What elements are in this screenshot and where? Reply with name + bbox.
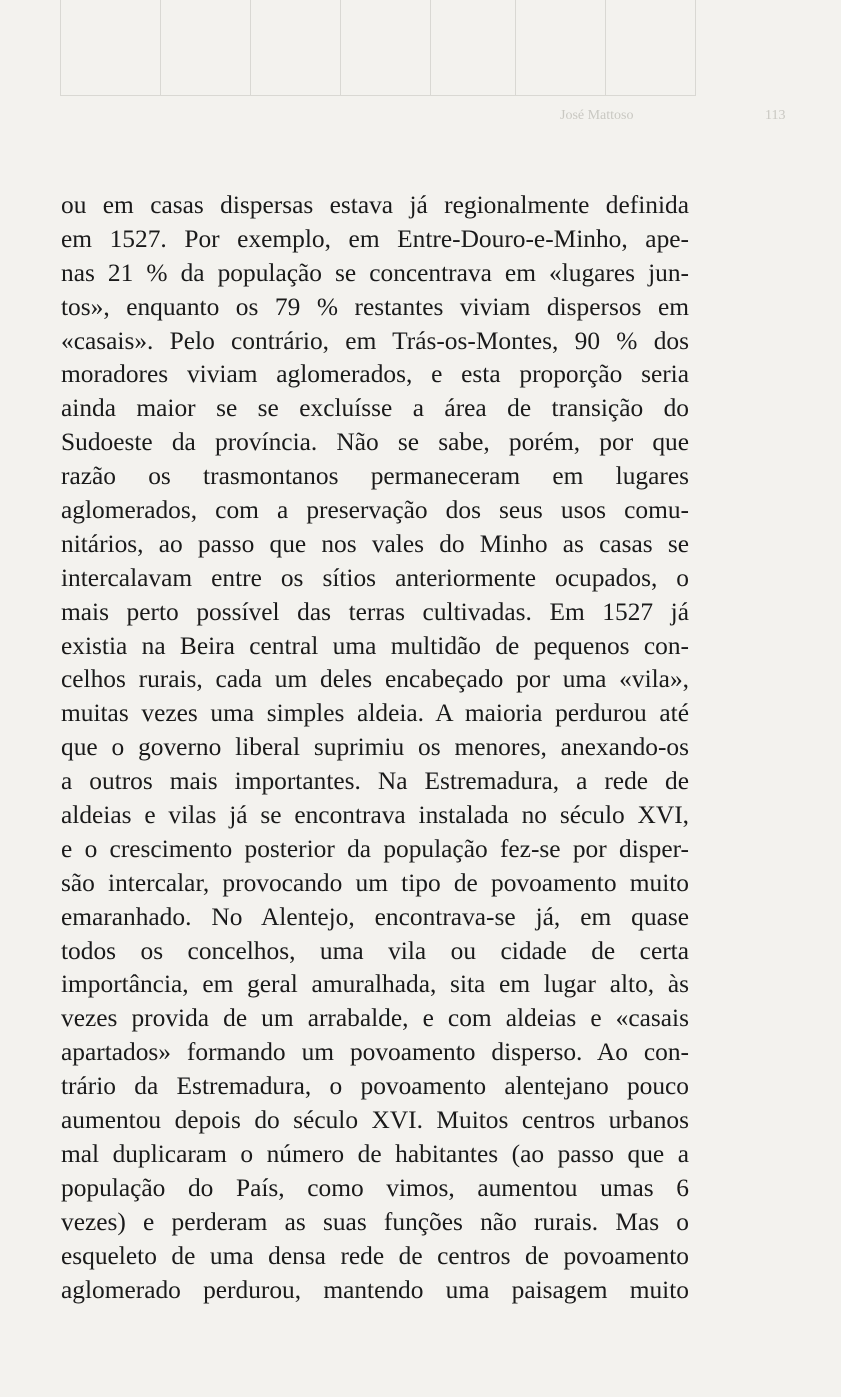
text-line: intercalavam entre os sítios anteriormente ocupados, o <box>61 563 689 592</box>
text-line: todos os concelhos, uma vila ou cidade de certa <box>61 936 689 965</box>
text-line: aldeias e vilas já se encontrava instalada no século XVI, <box>61 801 689 830</box>
text-line: celhos rurais, cada um deles encabeçado por uma «vila», <box>61 665 689 694</box>
text-line: esqueleto de uma densa rede de centros de povoamento <box>61 1241 689 1270</box>
text-line: Sudoeste da província. Não se sabe, porém, por que <box>61 428 689 457</box>
ghost-table-rule <box>430 0 431 95</box>
text-line: aglomerado perdurou, mantendo uma paisagem muito <box>61 1275 689 1304</box>
text-line: vezes) e perderam as suas funções não rurais. Mas o <box>61 1207 689 1236</box>
ghost-table-rule <box>160 0 161 95</box>
text-line: em 1527. Por exemplo, em Entre-Douro-e-Minho, ape- <box>61 224 689 253</box>
ghost-page-number: 113 <box>765 108 786 123</box>
text-line: emaranhado. No Alentejo, encontrava-se já, em quase <box>61 902 689 931</box>
text-line: ou em casas dispersas estava já regionalmente definida <box>61 191 689 219</box>
ghost-table-rule <box>340 0 341 95</box>
body-paragraph <box>61 189 689 1307</box>
bleed-through-area <box>0 0 841 160</box>
ghost-table-rule <box>605 0 606 95</box>
text-line: nitários, ao passo que nos vales do Minho as casas se <box>61 529 689 558</box>
text-line: tos», enquanto os 79 % restantes viviam dispersos em <box>61 292 689 321</box>
ghost-table-rule <box>250 0 251 95</box>
ghost-table-rule <box>515 0 516 95</box>
text-line: importância, em geral amuralhada, sita em lugar alto, às <box>61 970 689 999</box>
text-line: «casais». Pelo contrário, em Trás-os-Montes, 90 % dos <box>61 326 689 355</box>
text-line: que o governo liberal suprimiu os menores, anexando-os <box>61 733 689 762</box>
text-line: existia na Beira central uma multidão de pequenos con- <box>61 631 689 660</box>
text-line: são intercalar, provocando um tipo de povoamento muito <box>61 868 689 897</box>
text-line: razão os trasmontanos permaneceram em lugares <box>61 462 689 491</box>
ghost-table-rule <box>695 0 696 95</box>
text-line: e o crescimento posterior da população fez-se por disper- <box>61 834 689 863</box>
text-line: nas 21 % da população se concentrava em «lugares jun- <box>61 258 689 287</box>
text-line: a outros mais importantes. Na Estremadura, a rede de <box>61 767 689 796</box>
text-line: moradores viviam aglomerados, e esta proporção seria <box>61 360 689 389</box>
ghost-running-head: José Mattoso <box>560 108 634 123</box>
ghost-table-rule <box>60 0 61 95</box>
text-line: muitas vezes uma simples aldeia. A maioria perdurou até <box>61 699 689 728</box>
text-line: ainda maior se se excluísse a área de transição do <box>61 394 689 423</box>
ghost-table-rule <box>60 95 696 96</box>
text-line: vezes provida de um arrabalde, e com aldeias e «casais <box>61 1004 689 1033</box>
text-line: apartados» formando um povoamento disperso. Ao con- <box>61 1038 689 1067</box>
text-line: mal duplicaram o número de habitantes (ao passo que a <box>61 1139 689 1168</box>
text-line: aglomerados, com a preservação dos seus usos comu- <box>61 496 689 525</box>
text-line: aumentou depois do século XVI. Muitos centros urbanos <box>61 1106 689 1135</box>
text-line: população do País, como vimos, aumentou umas 6 <box>61 1173 689 1202</box>
text-line: trário da Estremadura, o povoamento alentejano pouco <box>61 1072 689 1101</box>
text-line: mais perto possível das terras cultivadas. Em 1527 já <box>61 597 689 626</box>
